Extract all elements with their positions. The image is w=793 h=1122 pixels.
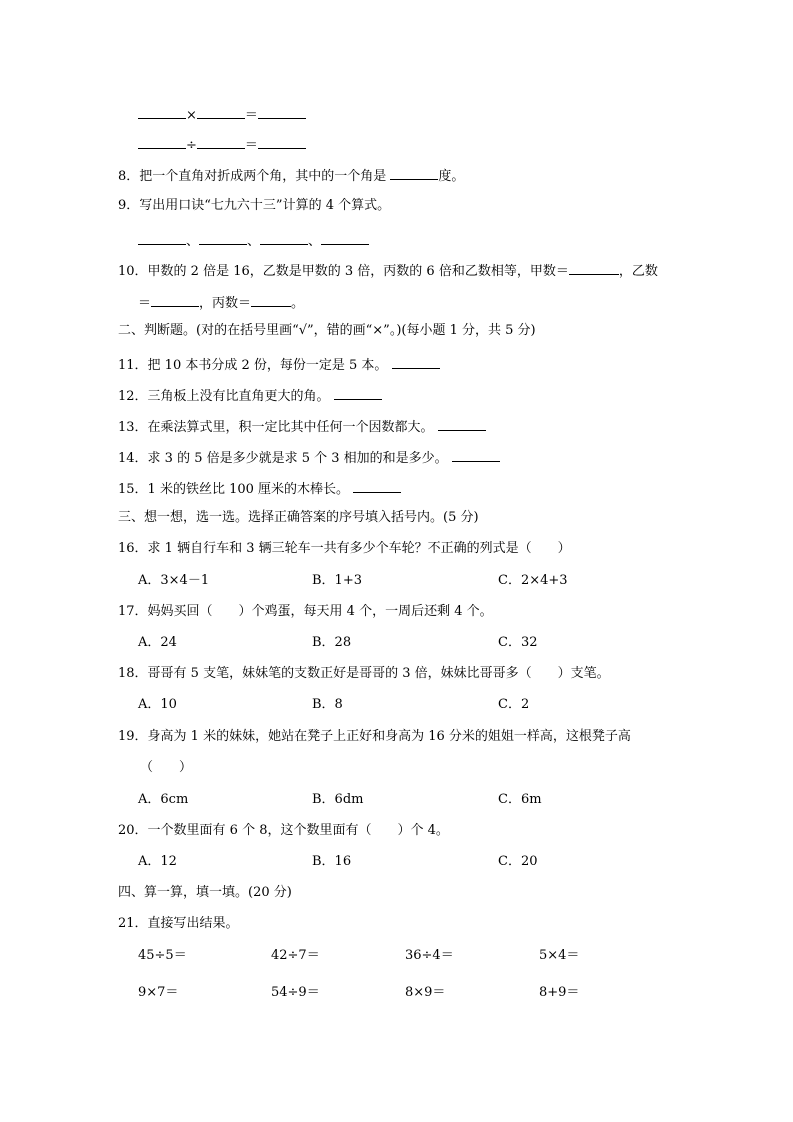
answer-blank[interactable] [321, 230, 369, 245]
question-10-line2 [138, 292, 304, 313]
section-2-title: 二、判断题。(对的在括号里画“√”，错的画“×”。)(每小题 1 分，共 5 分) [118, 323, 536, 338]
question-9-blanks [138, 230, 369, 251]
option-c[interactable]: C．6m [498, 792, 542, 807]
answer-blank[interactable] [197, 104, 245, 119]
answer-blank[interactable] [569, 260, 619, 275]
question-text: 8．把一个直角对折成两个角，其中的一个角是 [118, 169, 387, 184]
question-text: ＝ [138, 296, 152, 311]
answer-blank[interactable] [353, 478, 401, 493]
answer-blank[interactable] [138, 230, 186, 245]
separator: 、 [308, 234, 322, 249]
option-a[interactable]: A．6cm [138, 792, 189, 807]
calc-item: 54÷9＝ [271, 985, 320, 1000]
option-a[interactable]: A．24 [138, 635, 177, 650]
question-19-bracket: （ ） [140, 760, 193, 775]
answer-blank[interactable] [390, 165, 438, 180]
answer-blank[interactable] [258, 134, 306, 149]
separator: 、 [186, 234, 200, 249]
option-c[interactable]: C．20 [498, 854, 538, 869]
option-c[interactable]: C．32 [498, 635, 538, 650]
option-b[interactable]: B．28 [312, 635, 352, 650]
question-21: 21．直接写出结果。 [118, 916, 239, 931]
divide-sign: ÷ [186, 138, 197, 153]
option-a[interactable]: A．3×4－1 [138, 573, 210, 588]
question-12 [118, 385, 382, 406]
question-text: 9．写出用口诀“七九六十三”计算的 4 个算式。 [118, 198, 391, 213]
option-c[interactable]: C．2 [498, 697, 530, 712]
section-4-title: 四、算一算，填一填。(20 分) [118, 885, 292, 900]
answer-blank[interactable] [251, 292, 291, 307]
question-20: 20．一个数里面有 6 个 8，这个数里面有（ ）个 4。 [118, 823, 449, 838]
question-text: 14．求 3 的 5 倍是多少就是求 5 个 3 相加的和是多少。 [118, 451, 448, 466]
question-text: 11．把 10 本书分成 2 份，每份一定是 5 本。 [118, 358, 388, 373]
answer-blank[interactable] [392, 354, 440, 369]
question-18: 18．哥哥有 5 支笔，妹妹笔的支数正好是哥哥的 3 倍，妹妹比哥哥多（ ）支笔。 [118, 666, 610, 681]
question-text: 10．甲数的 2 倍是 16，乙数是甲数的 3 倍，丙数的 6 倍和乙数相等，甲数＝ [118, 264, 569, 279]
separator: 、 [247, 234, 261, 249]
answer-blank[interactable] [199, 230, 247, 245]
equation-divide [138, 134, 306, 155]
calc-item: 36÷4＝ [405, 948, 454, 963]
question-10 [118, 260, 658, 281]
answer-blank[interactable] [260, 230, 308, 245]
option-b[interactable]: B．6dm [312, 792, 364, 807]
question-text: ，乙数 [618, 264, 658, 279]
question-13 [118, 416, 486, 437]
answer-blank[interactable] [452, 447, 500, 462]
equation-multiply [138, 104, 306, 125]
calc-item: 42÷7＝ [271, 948, 320, 963]
option-b[interactable]: B．1+3 [312, 573, 362, 588]
answer-blank[interactable] [138, 104, 186, 119]
calc-item: 5×4＝ [539, 948, 580, 963]
calc-item: 9×7＝ [138, 985, 179, 1000]
question-text: 13．在乘法算式里，积一定比其中任何一个因数都大。 [118, 420, 434, 435]
option-a[interactable]: A．10 [138, 697, 177, 712]
calc-item: 45÷5＝ [138, 948, 187, 963]
answer-blank[interactable] [151, 292, 199, 307]
answer-blank[interactable] [138, 134, 186, 149]
section-3-title: 三、想一想，选一选。选择正确答案的序号填入括号内。(5 分) [118, 510, 479, 525]
answer-blank[interactable] [258, 104, 306, 119]
question-16: 16．求 1 辆自行车和 3 辆三轮车一共有多少个车轮？不正确的列式是（ ） [118, 541, 571, 556]
times-sign: × [186, 108, 197, 123]
option-a[interactable]: A．12 [138, 854, 177, 869]
question-9 [118, 197, 390, 215]
question-text: 。 [291, 296, 305, 311]
question-11 [118, 354, 440, 375]
option-b[interactable]: B．16 [312, 854, 352, 869]
equals-sign: ＝ [244, 108, 258, 123]
answer-blank[interactable] [334, 385, 382, 400]
equals-sign: ＝ [244, 138, 258, 153]
question-text: 15．1 米的铁丝比 100 厘米的木棒长。 [118, 482, 350, 497]
calc-item: 8+9＝ [539, 985, 580, 1000]
answer-blank[interactable] [197, 134, 245, 149]
answer-blank[interactable] [438, 416, 486, 431]
question-text: ，丙数＝ [199, 296, 252, 311]
question-suffix: 度。 [438, 169, 465, 184]
question-14 [118, 447, 500, 468]
question-17: 17．妈妈买回（ ）个鸡蛋，每天用 4 个，一周后还剩 4 个。 [118, 604, 493, 619]
question-19: 19．身高为 1 米的妹妹，她站在凳子上正好和身高为 16 分米的姐姐一样高，这根凳子高 [118, 729, 631, 744]
question-text: 12．三角板上没有比直角更大的角。 [118, 389, 330, 404]
option-c[interactable]: C．2×4+3 [498, 573, 568, 588]
question-15 [118, 478, 401, 499]
option-b[interactable]: B．8 [312, 697, 343, 712]
question-8 [118, 165, 464, 186]
calc-item: 8×9＝ [405, 985, 446, 1000]
